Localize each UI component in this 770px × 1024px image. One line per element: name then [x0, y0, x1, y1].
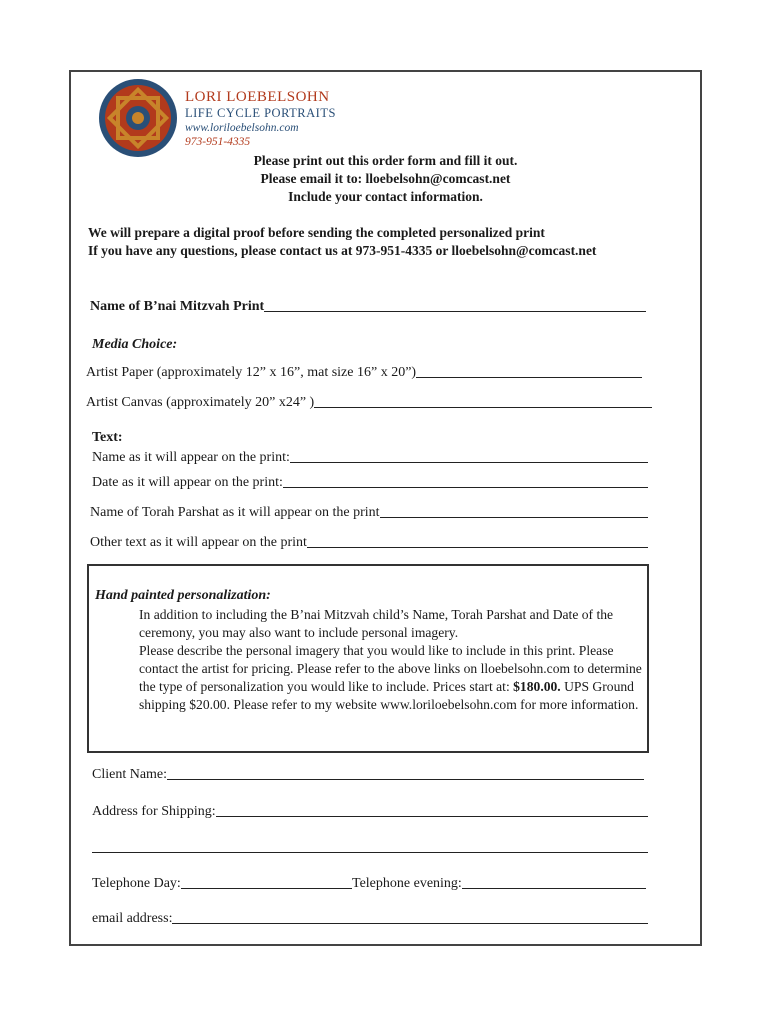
artist-paper-line[interactable]: [416, 377, 642, 378]
date-on-print-field[interactable]: [92, 475, 648, 491]
name-on-print-label: Name as it will appear on the print:: [92, 450, 290, 465]
other-text-label: Other text as it will appear on the print: [90, 535, 307, 550]
artist-paper-label: Artist Paper (approximately 12” x 16”, mat size 16” x 20”): [86, 365, 417, 380]
email-field[interactable]: [92, 911, 648, 927]
personalization-details: Please describe the personal imagery that you would like to include in this print. Please contact the artist for pricing. Please refer to the above links on lloebelsohn.com to determine the type of personalization you would like to include. Prices start at:: [139, 643, 642, 694]
client-name-label: Client Name:: [92, 767, 168, 782]
logo-mandala-icon: [98, 78, 178, 158]
media-choice-heading: Media Choice:: [92, 337, 178, 352]
date-on-print-label: Date as it will appear on the print:: [92, 475, 283, 490]
personalization-paragraph-1: In addition to including the B’nai Mitzvah child’s Name, Torah Parshat and Date of the ceremony, you may also want to include personal imagery.: [139, 607, 614, 640]
phone-evening-line[interactable]: [462, 888, 646, 889]
instruction-email: Please email it to: lloebelsohn@comcast.net: [260, 171, 511, 186]
personalization-text: [95, 606, 647, 714]
website-link[interactable]: www.loriloebelsohn.com: [185, 122, 299, 134]
phone-day-field[interactable]: [92, 876, 352, 892]
email-label: email address:: [92, 911, 173, 926]
print-name-line[interactable]: [264, 311, 646, 312]
personalization-title: Hand painted personalization:: [95, 588, 271, 603]
parshat-field[interactable]: [90, 505, 648, 521]
questions-notice: If you have any questions, please contact us at 973-951-4335 or lloebelsohn@comcast.net: [88, 243, 597, 258]
parshat-line[interactable]: [380, 517, 648, 518]
instruction-contact: Include your contact information.: [288, 189, 483, 204]
parshat-label: Name of Torah Parshat as it will appear on the print: [90, 505, 380, 520]
phone-day-line[interactable]: [181, 888, 352, 889]
artist-canvas-line[interactable]: [314, 407, 652, 408]
name-on-print-line[interactable]: [290, 462, 648, 463]
print-name-label: Name of B’nai Mitzvah Print: [90, 299, 265, 314]
shipping-details: UPS Ground shipping $20.00. Please refer to my website www.loriloebelsohn.com for more information.: [139, 679, 639, 712]
other-text-line[interactable]: [307, 547, 648, 548]
text-heading: Text:: [92, 430, 123, 445]
phone-evening-field[interactable]: [352, 876, 646, 892]
phone-day-label: Telephone Day:: [92, 876, 181, 891]
brand-subtitle: LIFE CYCLE PORTRAITS: [185, 106, 336, 120]
personalization-paragraph-2: [95, 642, 647, 714]
address-field[interactable]: [92, 804, 648, 820]
artist-paper-field[interactable]: [86, 365, 642, 381]
address-line[interactable]: [216, 816, 648, 817]
proof-notice: We will prepare a digital proof before sending the completed personalized print: [88, 225, 545, 240]
address-label: Address for Shipping:: [92, 804, 216, 819]
other-text-field[interactable]: [90, 535, 648, 551]
artist-canvas-field[interactable]: [86, 395, 652, 411]
phone-number: 973-951-4335: [185, 136, 251, 148]
brand-name: LORI LOEBELSOHN: [185, 89, 330, 105]
date-on-print-line[interactable]: [283, 487, 648, 488]
instruction-print: Please print out this order form and fill it out.: [253, 153, 518, 168]
price-value: $180.00.: [513, 679, 561, 694]
name-on-print-field[interactable]: [92, 450, 648, 466]
artist-canvas-label: Artist Canvas (approximately 20” x24” ): [86, 395, 315, 410]
print-name-field[interactable]: [90, 299, 646, 315]
phone-evening-label: Telephone evening:: [352, 876, 462, 891]
address-line-2[interactable]: [92, 852, 648, 853]
client-name-field[interactable]: [92, 767, 644, 783]
email-line[interactable]: [172, 923, 648, 924]
client-name-line[interactable]: [167, 779, 644, 780]
